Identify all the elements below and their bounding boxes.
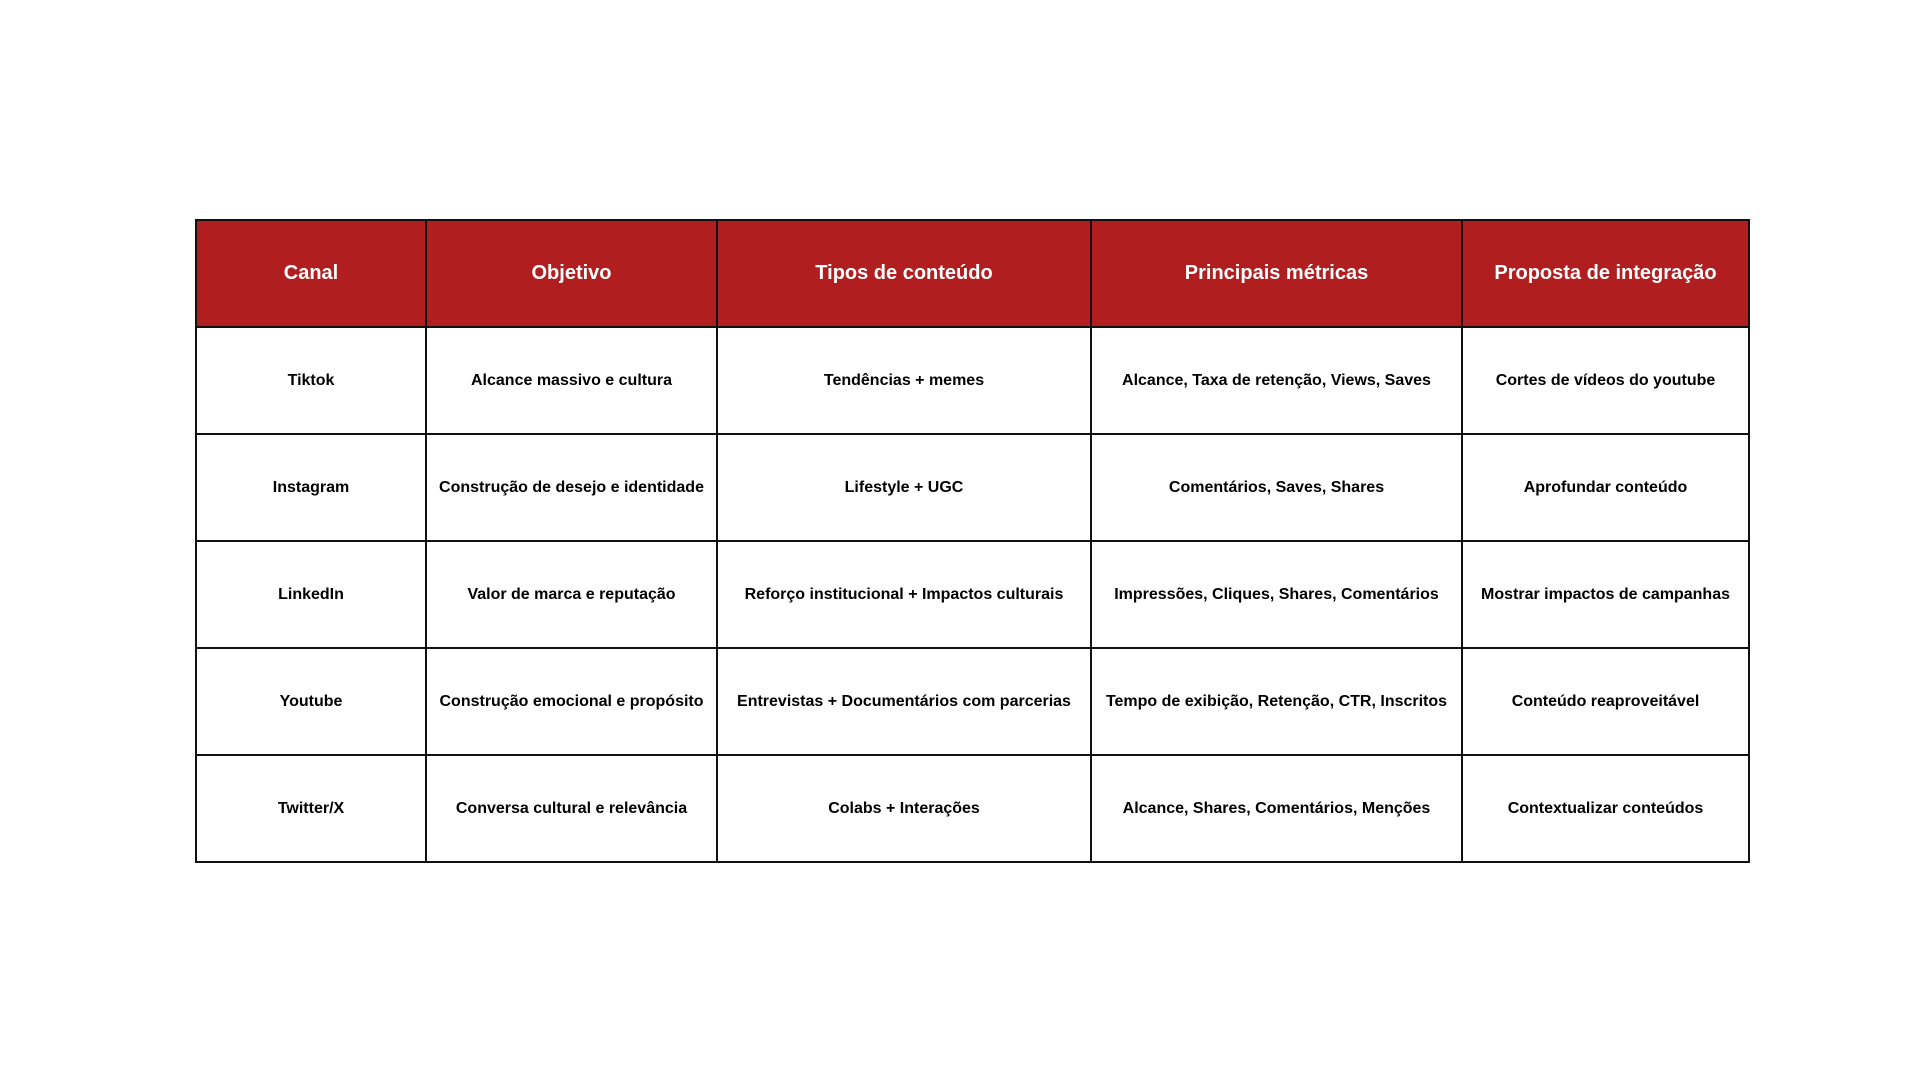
cell-principais-metricas: Alcance, Taxa de retenção, Views, Saves <box>1091 327 1462 434</box>
cell-canal: Youtube <box>196 648 426 755</box>
table-row <box>196 434 1749 541</box>
cell-canal: Tiktok <box>196 327 426 434</box>
cell-proposta-de-integracao: Cortes de vídeos do youtube <box>1462 327 1749 434</box>
cell-principais-metricas: Comentários, Saves, Shares <box>1091 434 1462 541</box>
cell-canal: Twitter/X <box>196 755 426 862</box>
table-header-row <box>196 220 1749 327</box>
channel-strategy-table-container <box>195 219 1748 863</box>
cell-tipos-de-conteudo: Entrevistas + Documentários com parcerias <box>717 648 1091 755</box>
header-canal: Canal <box>196 220 426 327</box>
channel-strategy-table <box>195 219 1750 863</box>
header-proposta-de-integracao: Proposta de integração <box>1462 220 1749 327</box>
cell-objetivo: Construção emocional e propósito <box>426 648 717 755</box>
header-tipos-de-conteudo: Tipos de conteúdo <box>717 220 1091 327</box>
table-row <box>196 327 1749 434</box>
cell-tipos-de-conteudo: Tendências + memes <box>717 327 1091 434</box>
table-row <box>196 755 1749 862</box>
cell-objetivo: Alcance massivo e cultura <box>426 327 717 434</box>
header-principais-metricas: Principais métricas <box>1091 220 1462 327</box>
cell-canal: Instagram <box>196 434 426 541</box>
cell-tipos-de-conteudo: Colabs + Interações <box>717 755 1091 862</box>
cell-objetivo: Conversa cultural e relevância <box>426 755 717 862</box>
cell-principais-metricas: Impressões, Cliques, Shares, Comentários <box>1091 541 1462 648</box>
cell-proposta-de-integracao: Aprofundar conteúdo <box>1462 434 1749 541</box>
cell-objetivo: Valor de marca e reputação <box>426 541 717 648</box>
table-row <box>196 648 1749 755</box>
header-objetivo: Objetivo <box>426 220 717 327</box>
table-row <box>196 541 1749 648</box>
cell-tipos-de-conteudo: Reforço institucional + Impactos culturais <box>717 541 1091 648</box>
cell-tipos-de-conteudo: Lifestyle + UGC <box>717 434 1091 541</box>
cell-principais-metricas: Tempo de exibição, Retenção, CTR, Inscritos <box>1091 648 1462 755</box>
cell-objetivo: Construção de desejo e identidade <box>426 434 717 541</box>
cell-principais-metricas: Alcance, Shares, Comentários, Menções <box>1091 755 1462 862</box>
cell-proposta-de-integracao: Conteúdo reaproveitável <box>1462 648 1749 755</box>
cell-proposta-de-integracao: Contextualizar conteúdos <box>1462 755 1749 862</box>
cell-proposta-de-integracao: Mostrar impactos de campanhas <box>1462 541 1749 648</box>
cell-canal: LinkedIn <box>196 541 426 648</box>
